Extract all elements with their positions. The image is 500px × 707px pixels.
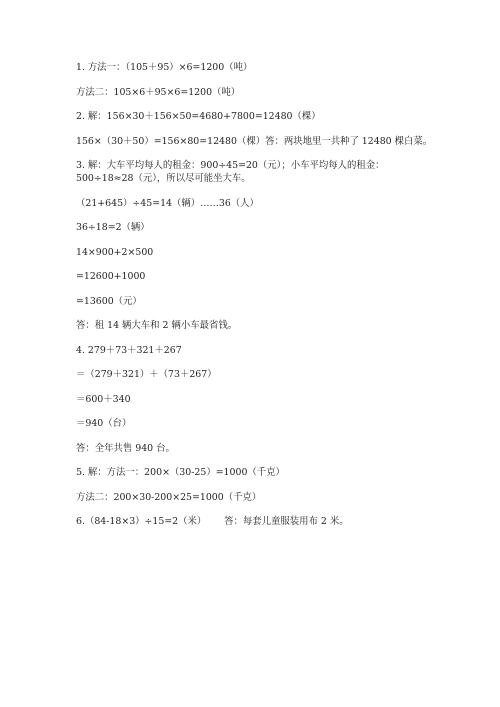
answer-3-line-2: 500÷18≈28（元），所以尽可能坐大车。 (76, 173, 251, 184)
answer-4-conclusion: 答：全年共售 940 台。 (76, 443, 175, 454)
answer-3-conclusion: 答：租 14 辆大车和 2 辆小车最省钱。 (76, 320, 238, 331)
answer-4-line-3: ＝600＋340 (76, 394, 131, 405)
answer-3-line-5: 14×900+2×500 (76, 247, 154, 258)
answer-4-line-1: 4. 279＋73＋321＋267 (76, 345, 182, 356)
answer-2-step-2: 156×（30＋50）=156×80=12480（棵）答：两块地里一共种了 12480 棵白菜。 (76, 136, 433, 147)
answer-4-line-2: ＝（279＋321）＋（73＋267） (76, 369, 217, 380)
answer-3-line-3: （21+645）÷45=14（辆）……36（人） (76, 198, 259, 209)
answer-3-line-1: 3. 解：大车平均每人的租金：900÷45=20（元）；小车平均每人的租金： (76, 160, 385, 171)
answer-3-line-4: 36÷18=2（辆） (76, 222, 150, 233)
answer-1-method-1: 1. 方法一：（105＋95）×6=1200（吨） (76, 62, 253, 73)
answer-6: 6.（84-18×3）÷15=2（米） 答：每套儿童服装用布 2 米。 (76, 516, 349, 527)
answer-3-line-7: =13600（元） (76, 296, 142, 307)
answer-2-step-1: 2. 解：156×30＋156×50=4680+7800=12480（棵） (76, 111, 321, 122)
answer-4-line-4: ＝940（台） (76, 418, 132, 429)
answer-5-method-2: 方法二：200×30-200×25=1000（千克） (76, 492, 262, 503)
answer-5-method-1: 5. 解：方法一：200×（30-25）=1000（千克） (76, 467, 285, 478)
answer-1-method-2: 方法二：105×6＋95×6=1200（吨） (76, 87, 241, 98)
answer-3-line-6: =12600+1000 (76, 271, 146, 282)
